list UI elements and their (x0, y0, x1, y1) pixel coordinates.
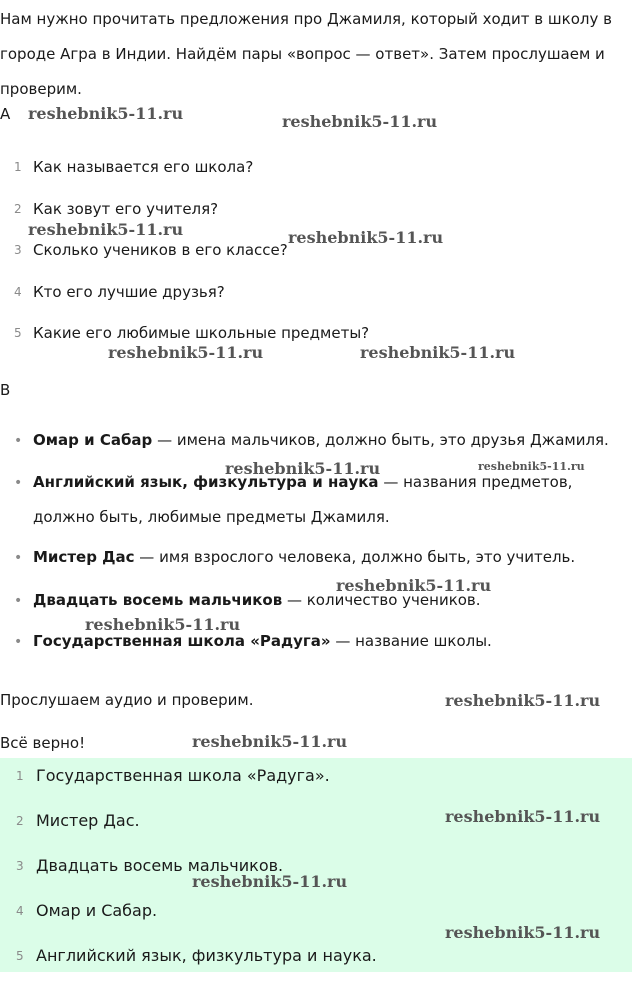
bullet-item (33, 583, 613, 618)
watermark: reshebnik5-11.ru (445, 691, 601, 710)
section-a-letter: A (0, 105, 11, 123)
bullet-description: — имя взрослого человека, должно быть, это учитель. (134, 548, 576, 566)
watermark: reshebnik5-11.ru (108, 343, 264, 362)
question-text: Как зовут его учителя? (33, 200, 219, 218)
question-item (0, 280, 632, 304)
bullet-item (33, 540, 613, 575)
bullet-marker: • (14, 634, 23, 650)
section-b-letter: B (0, 381, 11, 399)
watermark: reshebnik5-11.ru (478, 460, 585, 473)
answer-text: Двадцать восемь мальчиков. (36, 856, 284, 875)
bullet-description: — названия предметов, должно быть, любимые предметы Джамиля. (33, 473, 573, 526)
bullet-term: Английский язык, физкультура и наука (33, 473, 379, 491)
bullet-marker: • (14, 475, 23, 491)
bullet-description: — название школы. (330, 632, 492, 650)
question-item (0, 321, 632, 345)
answer-number: 5 (16, 949, 24, 963)
correct-message: Всё верно! (0, 734, 86, 752)
watermark: reshebnik5-11.ru (282, 112, 438, 131)
answer-item (0, 763, 632, 789)
watermark: reshebnik5-11.ru (192, 872, 348, 891)
bullet-marker: • (14, 550, 23, 566)
answer-text: Омар и Сабар. (36, 901, 158, 920)
answer-text: Английский язык, физкультура и наука. (36, 946, 377, 965)
watermark: reshebnik5-11.ru (445, 923, 601, 942)
question-item (0, 197, 632, 221)
question-text: Кто его лучшие друзья? (33, 283, 225, 301)
bullet-marker: • (14, 593, 23, 609)
watermark: reshebnik5-11.ru (336, 576, 492, 595)
question-number: 5 (14, 326, 22, 340)
question-number: 4 (14, 285, 22, 299)
watermark: reshebnik5-11.ru (28, 220, 184, 239)
bullet-description: — имена мальчиков, должно быть, это друзья Джамиля. (152, 431, 609, 449)
listen-instruction: Прослушаем аудио и проверим. (0, 691, 254, 709)
watermark: reshebnik5-11.ru (288, 228, 444, 247)
question-item (0, 155, 632, 179)
bullet-description: — количество учеников. (282, 591, 481, 609)
question-text: Какие его любимые школьные предметы? (33, 324, 370, 342)
bullet-term: Мистер Дас (33, 548, 135, 566)
bullet-term: Омар и Сабар (33, 431, 153, 449)
bullet-marker: • (14, 433, 23, 449)
question-number: 2 (14, 202, 22, 216)
answer-number: 1 (16, 769, 24, 783)
watermark: reshebnik5-11.ru (225, 459, 381, 478)
question-number: 1 (14, 160, 22, 174)
watermark: reshebnik5-11.ru (192, 732, 348, 751)
question-text: Как называется его школа? (33, 158, 254, 176)
answer-item (0, 898, 632, 924)
intro-paragraph: Нам нужно прочитать предложения про Джамиля, который ходит в школу в городе Агра в Индии. Найдём пары «вопрос — ответ». Затем прослушаем и проверим. (0, 10, 612, 98)
answer-item (0, 943, 632, 969)
answer-number: 3 (16, 859, 24, 873)
question-number: 3 (14, 243, 22, 257)
answer-number: 2 (16, 814, 24, 828)
question-text: Сколько учеников в его классе? (33, 241, 288, 259)
watermark: reshebnik5-11.ru (360, 343, 516, 362)
answer-number: 4 (16, 904, 24, 918)
bullet-term: Двадцать восемь мальчиков (33, 591, 283, 609)
answer-text: Государственная школа «Радуга». (36, 766, 330, 785)
watermark: reshebnik5-11.ru (445, 807, 601, 826)
answer-text: Мистер Дас. (36, 811, 140, 830)
watermark: reshebnik5-11.ru (28, 104, 184, 123)
watermark: reshebnik5-11.ru (85, 615, 241, 634)
bullet-term: Государственная школа «Радуга» (33, 632, 331, 650)
bullet-item (33, 423, 613, 458)
